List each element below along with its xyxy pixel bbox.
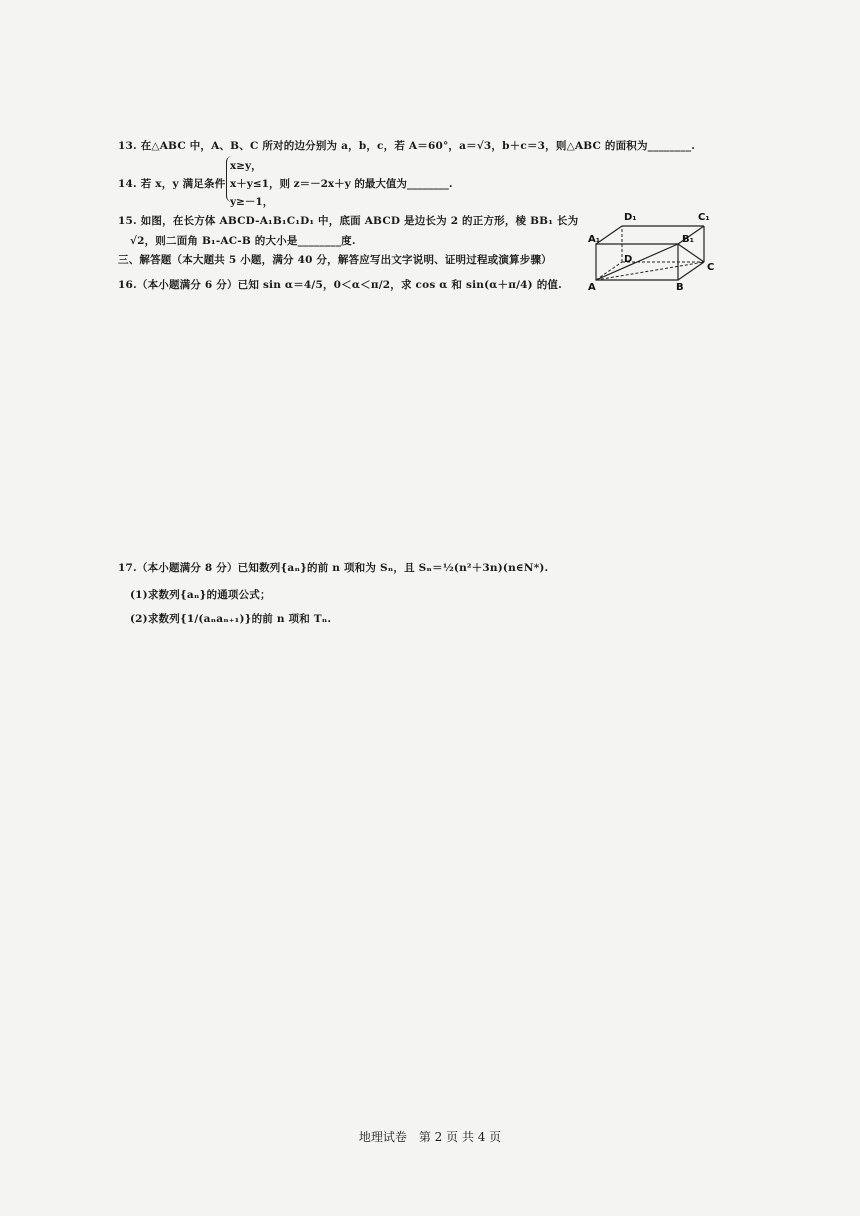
question-17-stem: 17.（本小题满分 8 分）已知数列{aₙ}的前 n 项和为 Sₙ，且 Sₙ＝½(n²＋3n)(n∈N*). bbox=[118, 562, 549, 574]
question-14-cond-3: y≥－1， bbox=[230, 196, 274, 208]
label-D1: D₁ bbox=[624, 212, 637, 223]
question-17-part-1: (1)求数列{aₙ}的通项公式； bbox=[130, 589, 271, 601]
label-A1: A₁ bbox=[588, 234, 601, 245]
question-14-cond-2: x＋y≤1，则 z＝－2x＋y 的最大值为________. bbox=[230, 178, 453, 190]
question-14-lead: 14. 若 x，y 满足条件 bbox=[118, 178, 226, 190]
question-14-cond-1: x≥y， bbox=[230, 160, 262, 172]
cuboid-figure bbox=[588, 208, 718, 292]
question-15-line-1: 15. 如图，在长方体 ABCD-A₁B₁C₁D₁ 中，底面 ABCD 是边长为 2 的正方形，棱 BB₁ 长为 bbox=[118, 215, 579, 227]
label-B: B bbox=[676, 282, 684, 292]
question-13: 13. 在△ABC 中，A、B、C 所对的边分别为 a，b，c，若 A＝60°，a＝√3，b＋c＝3，则△ABC 的面积为________. bbox=[118, 140, 696, 152]
label-D: D bbox=[624, 254, 633, 265]
label-C1: C₁ bbox=[698, 212, 710, 223]
label-B1: B₁ bbox=[682, 234, 695, 245]
question-17-part-2: (2)求数列{1/(aₙaₙ₊₁)}的前 n 项和 Tₙ. bbox=[130, 613, 332, 625]
section-3-heading: 三、解答题（本大题共 5 小题，满分 40 分，解答应写出文字说明、证明过程或演算步骤） bbox=[118, 254, 552, 266]
label-A: A bbox=[588, 282, 596, 292]
question-15-line-2: √2，则二面角 B₁-AC-B 的大小是________度. bbox=[130, 235, 356, 247]
page-footer: 地理试卷 第 2 页 共 4 页 bbox=[358, 1130, 502, 1144]
label-C: C bbox=[707, 262, 715, 273]
question-16: 16.（本小题满分 6 分）已知 sin α＝4/5，0＜α＜π/2，求 cos α 和 sin(α＋π/4) 的值. bbox=[118, 279, 562, 291]
